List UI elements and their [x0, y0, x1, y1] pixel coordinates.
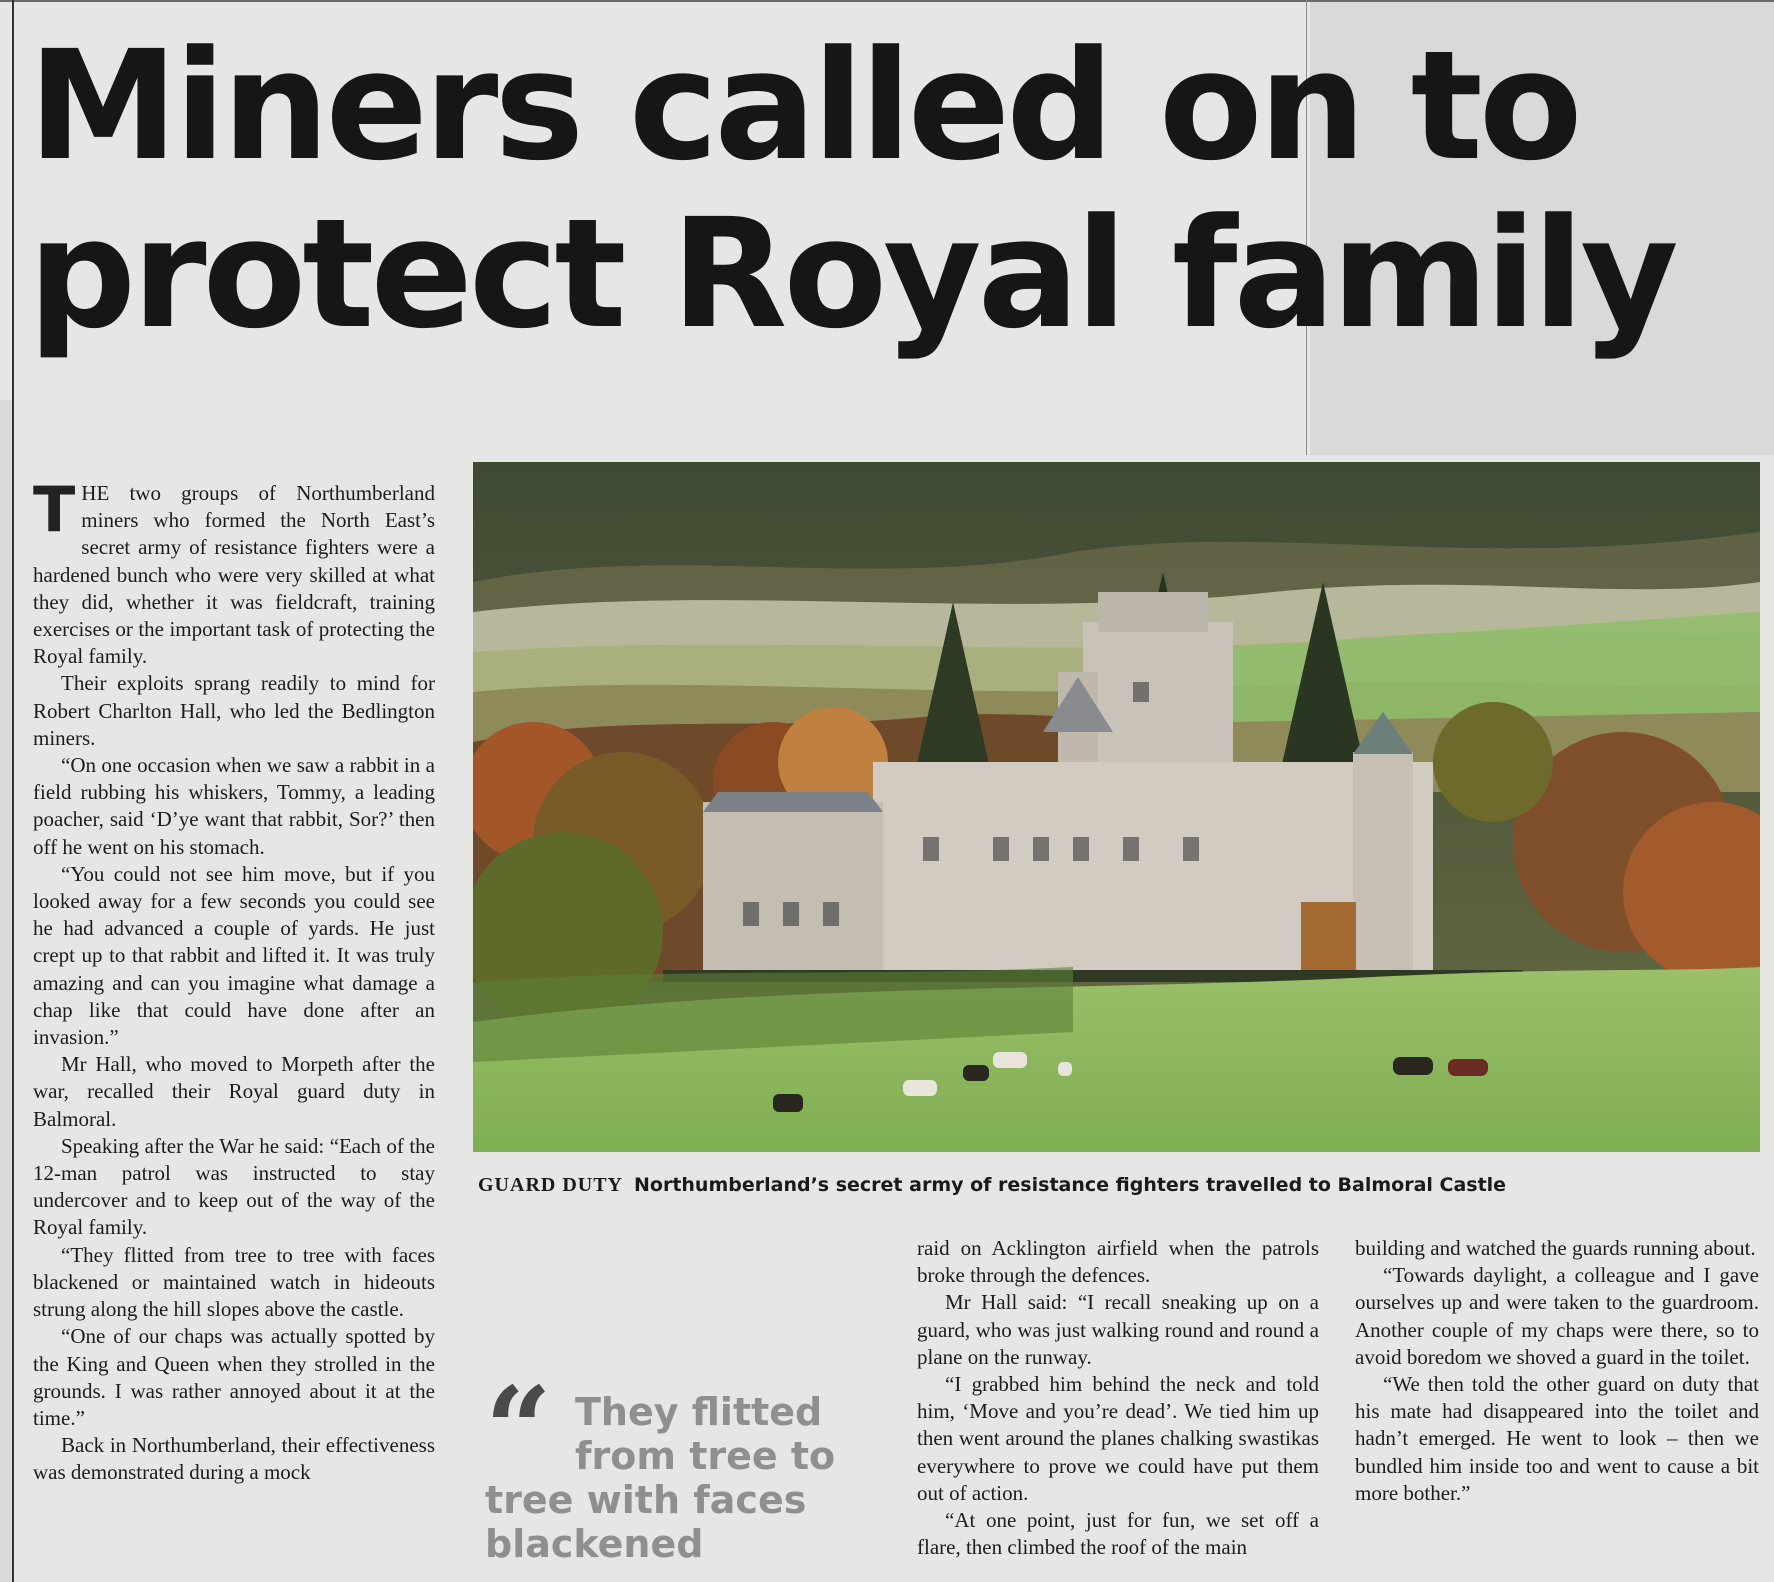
drop-cap: T	[33, 473, 76, 546]
headline	[28, 18, 1768, 362]
paragraph: Speaking after the War he said: “Each of the 12-man patrol was instructed to stay undercover and to keep out of the way of the Royal family.	[33, 1133, 435, 1240]
article-column-1	[33, 473, 435, 1487]
paragraph: “You could not see him move, but if you looked away for a few seconds you could see he had advanced a couple of yards. He just crept up to that rabbit and lifted it. It was truly amazing and can you imagine what damage a chap like that could have done after an invasion.”	[33, 861, 435, 1050]
paragraph	[33, 473, 435, 670]
paragraph: “One of our chaps was actually spotted by the King and Queen when they strolled in the grounds. I was rather annoyed about it at the time.”	[33, 1324, 435, 1430]
balmoral-castle-photo	[473, 462, 1760, 1152]
headline-line-1: Miners called on to	[28, 18, 1579, 194]
paragraph: Back in Northumberland, their effectiveness was demonstrated during a mock	[33, 1433, 435, 1485]
pull-quote-line: blackened	[485, 1522, 704, 1566]
paragraph: building and watched the guards running about.	[1355, 1236, 1756, 1260]
paragraph: Mr Hall, who moved to Morpeth after the war, recalled their Royal guard duty in Balmoral.	[33, 1052, 435, 1131]
paragraph-text: HE two groups of Northumberland miners who formed the North East’s secret army of resistance fighters were a hardened bunch who were very skilled at what they did, whether it was fieldcraft, training exercises or the important task of protecting the Royal family.	[33, 481, 435, 669]
pull-quote-line: from tree to	[575, 1434, 836, 1478]
show-through-text	[640, 1240, 648, 1280]
article-column-3	[917, 1235, 1319, 1561]
paragraph: “We then told the other guard on duty that his mate had disappeared into the toilet and hadn’t emerged. He went to look – then we bundled him inside too and went to cause a bit more bother.”	[1355, 1372, 1759, 1505]
paragraph: “At one point, just for fun, we set off a flare, then climbed the roof of the main	[917, 1508, 1319, 1560]
adjacent-page-bleed-left	[0, 400, 12, 1582]
paragraph: “Towards daylight, a colleague and I gave ourselves up and were taken to the guardroom. Another couple of my chaps were there, so to avoid boredom we shoved a guard in the toilet.	[1355, 1263, 1759, 1369]
top-rule	[0, 0, 1774, 2]
article-column-4	[1355, 1235, 1759, 1507]
photo-caption	[478, 1172, 1768, 1198]
caption-text: Northumberland’s secret army of resistance fighters travelled to Balmoral Castle	[634, 1174, 1507, 1196]
pull-quote	[485, 1362, 885, 1566]
quote-mark: “	[485, 1362, 552, 1498]
caption-kicker: GUARD DUTY	[478, 1174, 623, 1196]
paragraph: Mr Hall said: “I recall sneaking up on a guard, who was just walking round and round a plane on the runway.	[917, 1290, 1319, 1369]
paragraph: “I grabbed him behind the neck and told him, ‘Move and you’re dead’. We tied him up then went around the planes chalking swastikas everywhere to prove we could have put them out of action.	[917, 1372, 1319, 1505]
paragraph: raid on Acklington airfield when the patrols broke through the defences.	[917, 1236, 1319, 1288]
headline-line-2: protect Royal family	[28, 186, 1675, 362]
paragraph: “They flitted from tree to tree with faces blackened or maintained watch in hideouts strung along the hill slopes above the castle.	[33, 1242, 435, 1322]
paragraph: “On one occasion when we saw a rabbit in a field rubbing his whiskers, Tommy, a leading poacher, said ‘D’ye want that rabbit, Sor?’ then off he went on his stomach.	[33, 753, 435, 859]
paragraph: Their exploits sprang readily to mind for Robert Charlton Hall, who led the Bedlington miners.	[33, 671, 435, 750]
left-column-rule	[12, 0, 14, 1582]
pull-quote-line: They flitted	[575, 1390, 823, 1434]
pull-quote-line: tree with faces	[485, 1478, 807, 1522]
